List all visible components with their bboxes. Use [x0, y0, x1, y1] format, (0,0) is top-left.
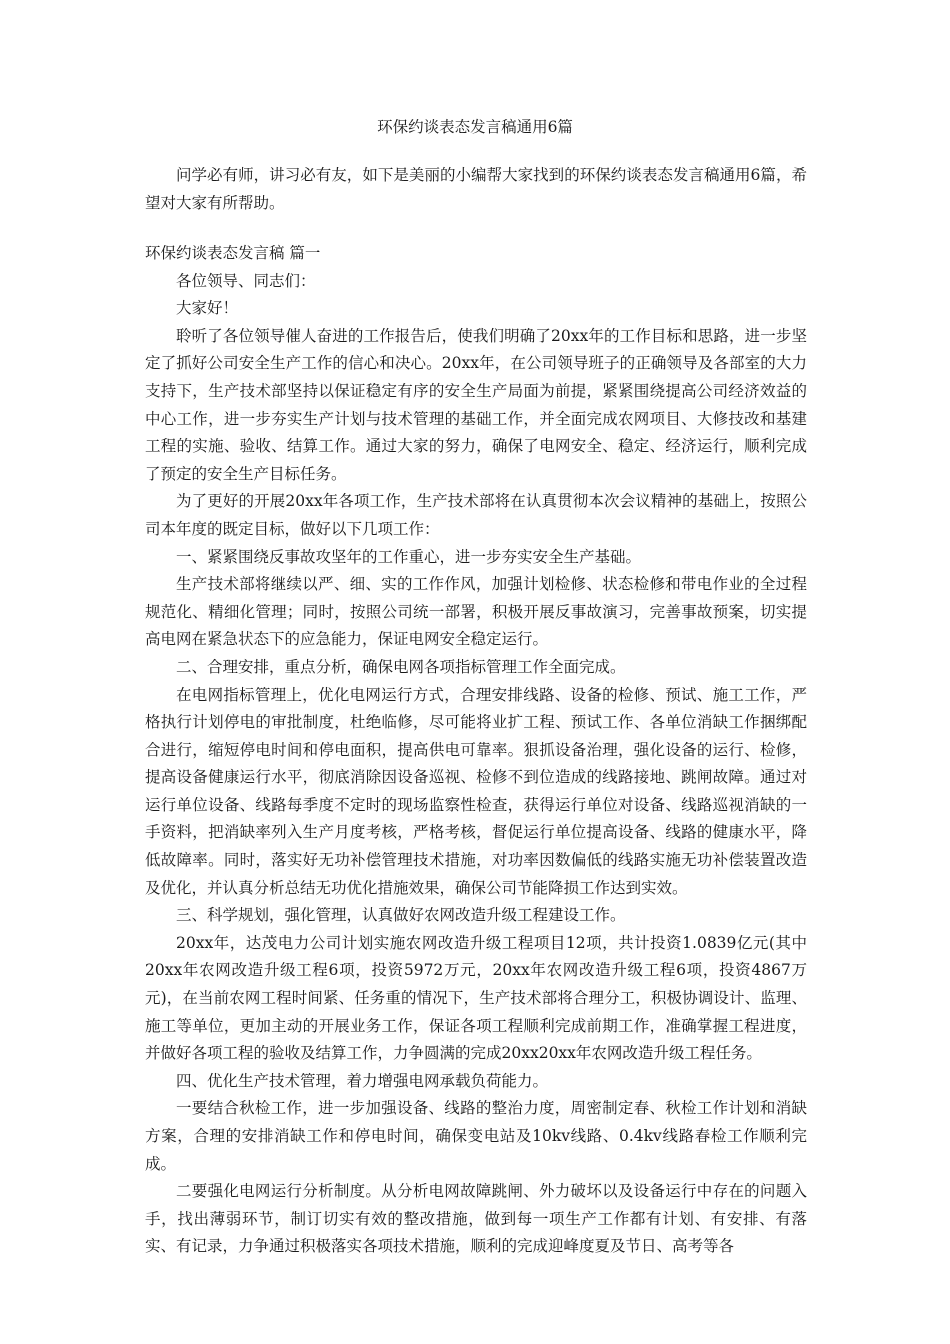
body-paragraph: 二要强化电网运行分析制度。从分析电网故障跳闸、外力破坏以及设备运行中存在的问题入手，找出薄弱环节，制订切实有效的整改措施，做到每一项生产工作都有计划、有安排、有落实、有记录，力争通过积极落实各项技术措施，顺利的完成迎峰度夏及节日、高考等各 [145, 1182, 807, 1256]
intro-paragraph: 问学必有师，讲习必有友，如下是美丽的小编帮大家找到的环保约谈表态发言稿通用6篇，希望对大家有所帮助。 [145, 166, 807, 212]
salutation-paragraph: 大家好！ [176, 299, 239, 318]
body-paragraph: 为了更好的开展20xx年各项工作，生产技术部将在认真贯彻本次会议精神的基础上，按照公司本年度的既定目标，做好以下几项工作： [145, 492, 807, 538]
section-heading: 环保约谈表态发言稿 篇一 [145, 244, 321, 262]
document-title: 环保约谈表态发言稿通用6篇 [377, 118, 573, 136]
body-paragraph: 20xx年，达茂电力公司计划实施农网改造升级工程项目12项，共计投资1.0839亿元(其中20xx年农网改造升级工程6项，投资5972万元，20xx年农网改造升级工程6项，投资4867万元)，在当前农网工程时间紧、任务重的情况下，生产技术部将合理分工，积极协调设计、监理、施工等单位，更加主动的开展业务工作，保证各项工程顺利完成前期工作，准确掌握工程进度，并做好各项工程的验收及结算工作，力争圆满的完成20xx20xx年农网改造升级工程任务。 [145, 933, 807, 1063]
point-heading-1: 一、紧紧围绕反事故攻坚年的工作重心，进一步夯实安全生产基础。 [176, 547, 642, 566]
body-paragraph: 聆听了各位领导催人奋进的工作报告后，使我们明确了20xx年的工作目标和思路，进一步坚定了抓好公司安全生产工作的信心和决心。20xx年，在公司领导班子的正确领导及各部室的大力支持下，生产技术部坚持以保证稳定有序的安全生产局面为前提，紧紧围绕提高公司经济效益的中心工作，进一步夯实生产计划与技术管理的基础工作，并全面完成农网项目、大修技改和基建工程的实施、验收、结算工作。通过大家的努力，确保了电网安全、稳定、经济运行，顺利完成了预定的安全生产目标任务。 [145, 326, 807, 483]
greeting-paragraph: 各位领导、同志们： [176, 271, 316, 290]
body-paragraph: 一要结合秋检工作，进一步加强设备、线路的整治力度，周密制定春、秋检工作计划和消缺方案，合理的安排消缺工作和停电时间，确保变电站及10kv线路、0.4kv线路春检工作顺利完成。 [145, 1099, 807, 1173]
point-heading-2: 二、合理安排，重点分析，确保电网各项指标管理工作全面完成。 [176, 657, 626, 676]
body-paragraph: 在电网指标管理上，优化电网运行方式，合理安排线路、设备的检修、预试、施工工作，严格执行计划停电的审批制度，杜绝临修，尽可能将业扩工程、预试工作、各单位消缺工作捆绑配合进行，缩短停电时间和停电面积，提高供电可靠率。狠抓设备治理，强化设备的运行、检修，提高设备健康运行水平，彻底消除因设备巡视、检修不到位造成的线路接地、跳闸故障。通过对运行单位设备、线路每季度不定时的现场监察性检查，获得运行单位对设备、线路巡视消缺的一手资料，把消缺率列入生产月度考核，严格考核，督促运行单位提高设备、线路的健康水平，降低故障率。同时，落实好无功补偿管理技术措施，对功率因数偏低的线路实施无功补偿装置改造及优化，并认真分析总结无功优化措施效果，确保公司节能降损工作达到实效。 [145, 685, 807, 897]
intro-block [145, 162, 807, 217]
body-paragraph: 生产技术部将继续以严、细、实的工作作风，加强计划检修、状态检修和带电作业的全过程规范化、精细化管理；同时，按照公司统一部署，积极开展反事故演习，完善事故预案，切实提高电网在紧急状态下的应急能力，保证电网安全稳定运行。 [145, 575, 807, 649]
point-heading-3: 三、科学规划，强化管理，认真做好农网改造升级工程建设工作。 [176, 906, 626, 925]
point-heading-4: 四、优化生产技术管理，着力增强电网承载负荷能力。 [176, 1071, 549, 1090]
article-body [145, 240, 807, 1261]
